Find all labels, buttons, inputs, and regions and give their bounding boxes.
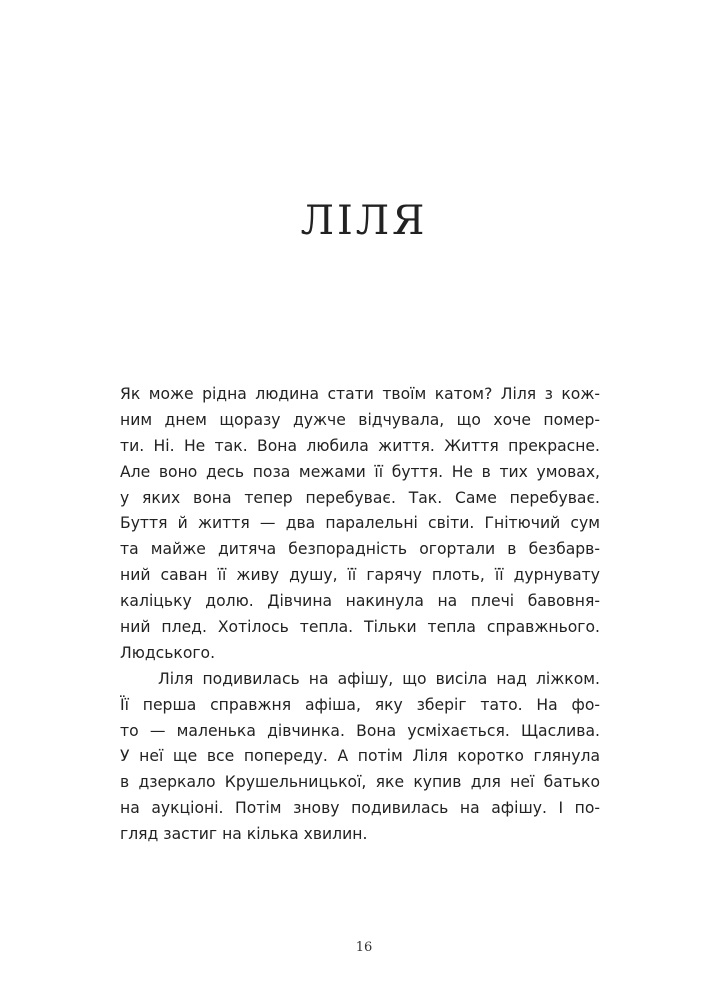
text-line: Людського. <box>120 643 216 662</box>
chapter-title: ЛІЛЯ <box>300 198 428 244</box>
text-line: Але воно десь поза межами її буття. Не в тих умовах, <box>120 462 600 481</box>
text-line: Як може рідна людина стати твоїм катом? Ліля з кож- <box>120 385 600 403</box>
body-text <box>120 382 600 848</box>
paragraph-2 <box>120 667 600 848</box>
paragraph-1 <box>120 382 600 667</box>
text-line-indented: Ліля подивилась на афішу, що висіла над ліжком. <box>158 669 600 688</box>
text-line: в дзеркало Крушельницької, яке купив для неї батько <box>120 773 600 792</box>
text-line: ти. Ні. Не так. Вона любила життя. Життя прекрасне. <box>120 436 600 455</box>
text-line: У неї ще все попереду. А потім Ліля коротко глянула <box>120 747 600 766</box>
text-line: ний саван її живу душу, її гарячу плоть, її дурнувату <box>120 566 600 585</box>
text-line: та майже дитяча безпорадність огортали в безбарв- <box>120 540 600 559</box>
text-line: у яких вона тепер перебуває. Так. Саме перебуває. <box>120 488 600 507</box>
text-line: гляд застиг на кілька хвилин. <box>120 825 368 844</box>
text-line: каліцьку долю. Дівчина накинула на плечі бавовня- <box>120 592 600 611</box>
page-number: 16 <box>355 940 373 955</box>
text-line: Її перша справжня афіша, яку зберіг тато. На фо- <box>120 695 600 714</box>
text-line: ний плед. Хотілось тепла. Тільки тепла справжнього. <box>120 618 600 637</box>
text-line: ним днем щоразу дужче відчувала, що хоче помер- <box>120 410 600 429</box>
text-line: то — маленька дівчинка. Вона усміхається. Щаслива. <box>120 721 600 740</box>
text-line: Буття й життя — два паралельні світи. Гнітючий сум <box>120 514 600 533</box>
text-line: на аукціоні. Потім знову подивилась на афішу. І по- <box>120 799 600 818</box>
